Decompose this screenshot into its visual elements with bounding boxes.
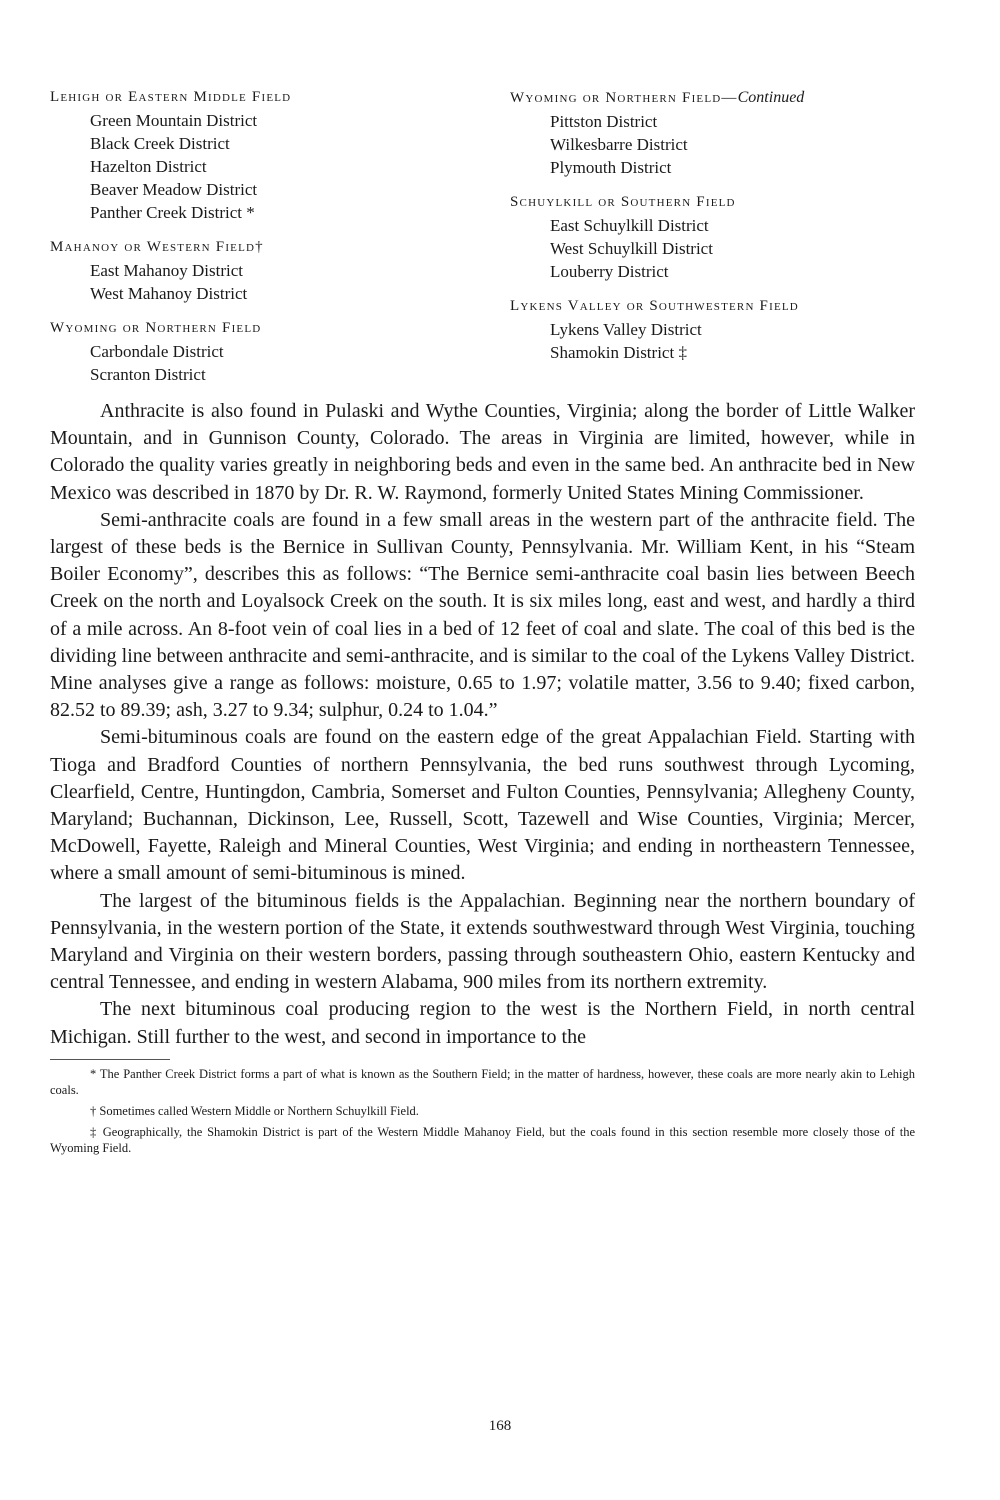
district-item: Scranton District	[90, 365, 206, 384]
footnote: * The Panther Creek District forms a part of what is known as the Southern Field; in the matter of hardness, however, these coals are more nearly akin to Lehigh coals.	[50, 1066, 915, 1097]
paragraph: Semi-anthracite coals are found in a few small areas in the western part of the anthracite field. The largest of these beds is the Bernice in Sullivan County, Pennsylvania. Mr. William Kent, in his “Steam Boiler Economy”, describes this as follows: “The Bernice semi-anthracite coal basin lies between Beech Creek on the north and Loyalsock Creek on the south. It is six miles long, east and west, and hardly a third of a mile across. An 8-foot vein of coal lies in a bed of 12 feet of coal and slate. The coal of this bed is the dividing line between anthracite and semi-anthracite, and is similar to the coal of the Lykens Valley District. Mine analyses give a range as follows: moisture, 0.65 to 1.97; volatile matter, 3.56 to 9.40; fixed carbon, 82.52 to 89.39; ash, 3.27 to 9.34; sulphur, 0.24 to 1.04.”	[50, 508, 915, 722]
field-lists	[50, 86, 915, 396]
paragraph: Semi-bituminous coals are found on the eastern edge of the great Appalachian Field. Starting with Tioga and Bradford Counties of northern Pennsylvania, the bed runs southwest through Lycoming, Clearfield, Centre, Huntingdon, Cambria, Somerset and Fulton Counties, Pennsylvania; Allegheny County, Maryland; Buchannan, Dickinson, Lee, Russell, Scott, Tazewell and Wise Counties, Virginia; Mercer, McDowell, Fayette, Raleigh and Mineral Counties, West Virginia; and ending in northeastern Tennessee, where a small amount of semi-bituminous is mined.	[50, 726, 915, 885]
field-heading: Schuylkill or Southern Field	[510, 194, 736, 210]
field-heading: Lehigh or Eastern Middle Field	[50, 89, 292, 105]
field-schuylkill	[510, 191, 930, 283]
field-heading: Wyoming or Northern Field—Continued	[510, 89, 805, 106]
paragraph: The next bituminous coal producing region to the west is the Northern Field, in north central Michigan. Still further to the west, and second in importance to the	[50, 998, 915, 1048]
district-item: Wilkesbarre District	[550, 135, 688, 154]
field-mahanoy	[50, 236, 470, 305]
footnote: ‡ Geographically, the Shamokin District is part of the Western Middle Mahanoy Field, but the coals found in this section resemble more closely those of the Wyoming Field.	[50, 1124, 915, 1155]
body-text	[50, 398, 915, 1051]
district-item: East Schuylkill District	[550, 216, 709, 235]
field-heading: Mahanoy or Western Field†	[50, 239, 264, 255]
field-lykens	[510, 295, 930, 364]
continued-label: Continued	[737, 89, 805, 106]
district-item: Black Creek District	[90, 134, 230, 153]
field-heading: Wyoming or Northern Field	[50, 320, 262, 336]
district-item: Louberry District	[550, 262, 669, 281]
district-item: Beaver Meadow District	[90, 180, 258, 199]
footnote-divider	[50, 1059, 170, 1060]
field-column-left	[50, 86, 470, 398]
footnotes	[50, 1066, 915, 1156]
paragraph: The largest of the bituminous fields is the Appalachian. Beginning near the northern boundary of Pennsylvania, in the western portion of the State, it extends southwestward through West Virginia, touching Maryland and Virginia on their western borders, passing through southeastern Ohio, eastern Kentucky and central Tennessee, and ending in western Alabama, 900 miles from its northern extremity.	[50, 889, 915, 994]
field-heading: Lykens Valley or Southwestern Field	[510, 298, 799, 314]
district-item: West Schuylkill District	[550, 239, 713, 258]
page	[50, 86, 915, 1161]
district-item: East Mahanoy District	[90, 261, 243, 280]
district-item: Lykens Valley District	[550, 320, 702, 339]
district-item: Carbondale District	[90, 342, 224, 361]
page-number: 168	[488, 1418, 512, 1434]
district-item: Panther Creek District *	[90, 203, 255, 222]
district-item: Shamokin District ‡	[550, 343, 687, 362]
footnote: † Sometimes called Western Middle or Northern Schuylkill Field.	[90, 1103, 419, 1118]
district-item: Pittston District	[550, 112, 658, 131]
field-column-right	[510, 86, 930, 376]
field-wyoming-continued	[510, 86, 930, 179]
district-item: Hazelton District	[90, 157, 207, 176]
district-item: Plymouth District	[550, 158, 672, 177]
field-wyoming	[50, 317, 470, 386]
paragraph: Anthracite is also found in Pulaski and Wythe Counties, Virginia; along the border of Little Walker Mountain, and in Gunnison County, Colorado. The areas in Virginia are limited, however, while in Colorado the quality varies greatly in neighboring beds and even in the same bed. An anthracite bed in New Mexico was described in 1870 by Dr. R. W. Raymond, formerly United States Mining Commissioner.	[50, 400, 915, 504]
district-item: West Mahanoy District	[90, 284, 248, 303]
district-item: Green Mountain District	[90, 111, 258, 130]
field-lehigh	[50, 86, 470, 224]
